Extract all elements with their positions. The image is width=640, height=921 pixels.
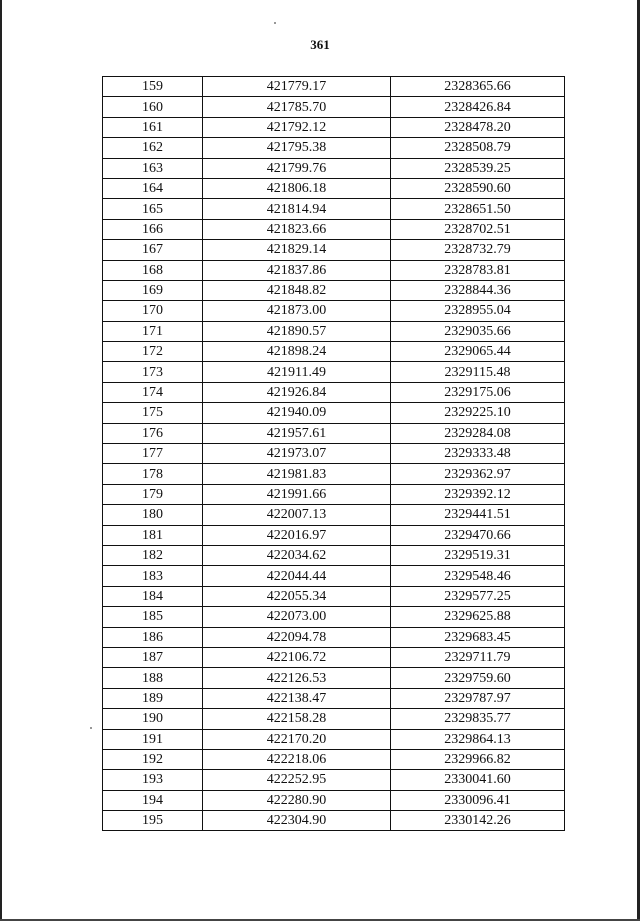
x-coordinate-cell: 421814.94 bbox=[203, 199, 391, 219]
x-coordinate-cell: 421957.61 bbox=[203, 423, 391, 443]
point-number-cell: 165 bbox=[103, 199, 203, 219]
point-number-cell: 170 bbox=[103, 301, 203, 321]
x-coordinate-cell: 421873.00 bbox=[203, 301, 391, 321]
x-coordinate-cell: 422016.97 bbox=[203, 525, 391, 545]
point-number-cell: 180 bbox=[103, 505, 203, 525]
table-row bbox=[103, 627, 565, 647]
y-coordinate-cell: 2329225.10 bbox=[391, 403, 565, 423]
point-number-cell: 169 bbox=[103, 280, 203, 300]
x-coordinate-cell: 422252.95 bbox=[203, 770, 391, 790]
x-coordinate-cell: 421785.70 bbox=[203, 97, 391, 117]
y-coordinate-cell: 2329284.08 bbox=[391, 423, 565, 443]
point-number-cell: 164 bbox=[103, 178, 203, 198]
table-row bbox=[103, 97, 565, 117]
point-number-cell: 179 bbox=[103, 484, 203, 504]
point-number-cell: 166 bbox=[103, 219, 203, 239]
x-coordinate-cell: 422106.72 bbox=[203, 647, 391, 667]
y-coordinate-cell: 2328539.25 bbox=[391, 158, 565, 178]
table-row bbox=[103, 199, 565, 219]
y-coordinate-cell: 2329519.31 bbox=[391, 545, 565, 565]
table-row bbox=[103, 505, 565, 525]
x-coordinate-cell: 421792.12 bbox=[203, 117, 391, 137]
table-row bbox=[103, 525, 565, 545]
x-coordinate-cell: 421973.07 bbox=[203, 444, 391, 464]
point-number-cell: 171 bbox=[103, 321, 203, 341]
y-coordinate-cell: 2329787.97 bbox=[391, 688, 565, 708]
table-row bbox=[103, 709, 565, 729]
y-coordinate-cell: 2329759.60 bbox=[391, 668, 565, 688]
x-coordinate-cell: 422055.34 bbox=[203, 586, 391, 606]
y-coordinate-cell: 2328365.66 bbox=[391, 77, 565, 97]
table-row bbox=[103, 178, 565, 198]
table-row bbox=[103, 423, 565, 443]
point-number-cell: 159 bbox=[103, 77, 203, 97]
x-coordinate-cell: 422304.90 bbox=[203, 811, 391, 831]
point-number-cell: 193 bbox=[103, 770, 203, 790]
table-row bbox=[103, 240, 565, 260]
point-number-cell: 184 bbox=[103, 586, 203, 606]
y-coordinate-cell: 2328426.84 bbox=[391, 97, 565, 117]
y-coordinate-cell: 2329175.06 bbox=[391, 382, 565, 402]
x-coordinate-cell: 422034.62 bbox=[203, 545, 391, 565]
table-row bbox=[103, 342, 565, 362]
point-number-cell: 187 bbox=[103, 647, 203, 667]
point-number-cell: 177 bbox=[103, 444, 203, 464]
table-row bbox=[103, 586, 565, 606]
table-row bbox=[103, 749, 565, 769]
point-number-cell: 195 bbox=[103, 811, 203, 831]
scan-speck bbox=[90, 727, 92, 729]
table-row bbox=[103, 484, 565, 504]
point-number-cell: 188 bbox=[103, 668, 203, 688]
table-row bbox=[103, 158, 565, 178]
table-row bbox=[103, 464, 565, 484]
x-coordinate-cell: 421991.66 bbox=[203, 484, 391, 504]
point-number-cell: 189 bbox=[103, 688, 203, 708]
point-number-cell: 190 bbox=[103, 709, 203, 729]
x-coordinate-cell: 422280.90 bbox=[203, 790, 391, 810]
table-row bbox=[103, 219, 565, 239]
x-coordinate-cell: 422170.20 bbox=[203, 729, 391, 749]
table-row bbox=[103, 444, 565, 464]
y-coordinate-cell: 2329333.48 bbox=[391, 444, 565, 464]
x-coordinate-cell: 421890.57 bbox=[203, 321, 391, 341]
x-coordinate-cell: 421837.86 bbox=[203, 260, 391, 280]
table-row bbox=[103, 117, 565, 137]
y-coordinate-cell: 2329548.46 bbox=[391, 566, 565, 586]
y-coordinate-cell: 2329470.66 bbox=[391, 525, 565, 545]
x-coordinate-cell: 421940.09 bbox=[203, 403, 391, 423]
point-number-cell: 160 bbox=[103, 97, 203, 117]
x-coordinate-cell: 421981.83 bbox=[203, 464, 391, 484]
y-coordinate-cell: 2329035.66 bbox=[391, 321, 565, 341]
y-coordinate-cell: 2329362.97 bbox=[391, 464, 565, 484]
point-number-cell: 174 bbox=[103, 382, 203, 402]
table-row bbox=[103, 382, 565, 402]
y-coordinate-cell: 2328702.51 bbox=[391, 219, 565, 239]
x-coordinate-cell: 422044.44 bbox=[203, 566, 391, 586]
table-row bbox=[103, 260, 565, 280]
y-coordinate-cell: 2330142.26 bbox=[391, 811, 565, 831]
table-row bbox=[103, 688, 565, 708]
y-coordinate-cell: 2330096.41 bbox=[391, 790, 565, 810]
table-row bbox=[103, 770, 565, 790]
y-coordinate-cell: 2328783.81 bbox=[391, 260, 565, 280]
x-coordinate-cell: 422218.06 bbox=[203, 749, 391, 769]
x-coordinate-cell: 422007.13 bbox=[203, 505, 391, 525]
point-number-cell: 161 bbox=[103, 117, 203, 137]
page-number: 361 bbox=[310, 37, 330, 52]
point-number-cell: 173 bbox=[103, 362, 203, 382]
y-coordinate-cell: 2329441.51 bbox=[391, 505, 565, 525]
table-row bbox=[103, 647, 565, 667]
point-number-cell: 172 bbox=[103, 342, 203, 362]
scan-speck bbox=[274, 22, 276, 24]
table-row bbox=[103, 77, 565, 97]
y-coordinate-cell: 2329115.48 bbox=[391, 362, 565, 382]
x-coordinate-cell: 421799.76 bbox=[203, 158, 391, 178]
x-coordinate-cell: 422138.47 bbox=[203, 688, 391, 708]
x-coordinate-cell: 421806.18 bbox=[203, 178, 391, 198]
table-row bbox=[103, 811, 565, 831]
point-number-cell: 186 bbox=[103, 627, 203, 647]
coordinates-table bbox=[102, 76, 565, 831]
point-number-cell: 176 bbox=[103, 423, 203, 443]
table-row bbox=[103, 321, 565, 341]
table-row bbox=[103, 729, 565, 749]
y-coordinate-cell: 2330041.60 bbox=[391, 770, 565, 790]
point-number-cell: 181 bbox=[103, 525, 203, 545]
y-coordinate-cell: 2329577.25 bbox=[391, 586, 565, 606]
table-row bbox=[103, 301, 565, 321]
point-number-cell: 167 bbox=[103, 240, 203, 260]
table-row bbox=[103, 790, 565, 810]
y-coordinate-cell: 2329711.79 bbox=[391, 647, 565, 667]
x-coordinate-cell: 422094.78 bbox=[203, 627, 391, 647]
y-coordinate-cell: 2329683.45 bbox=[391, 627, 565, 647]
y-coordinate-cell: 2328651.50 bbox=[391, 199, 565, 219]
x-coordinate-cell: 422073.00 bbox=[203, 607, 391, 627]
x-coordinate-cell: 421926.84 bbox=[203, 382, 391, 402]
y-coordinate-cell: 2328732.79 bbox=[391, 240, 565, 260]
x-coordinate-cell: 422126.53 bbox=[203, 668, 391, 688]
point-number-cell: 183 bbox=[103, 566, 203, 586]
y-coordinate-cell: 2329966.82 bbox=[391, 749, 565, 769]
table-row bbox=[103, 138, 565, 158]
x-coordinate-cell: 421848.82 bbox=[203, 280, 391, 300]
y-coordinate-cell: 2328955.04 bbox=[391, 301, 565, 321]
point-number-cell: 191 bbox=[103, 729, 203, 749]
x-coordinate-cell: 421898.24 bbox=[203, 342, 391, 362]
y-coordinate-cell: 2329392.12 bbox=[391, 484, 565, 504]
coordinates-table-body bbox=[103, 77, 565, 831]
y-coordinate-cell: 2329065.44 bbox=[391, 342, 565, 362]
y-coordinate-cell: 2329864.13 bbox=[391, 729, 565, 749]
table-row bbox=[103, 566, 565, 586]
x-coordinate-cell: 421779.17 bbox=[203, 77, 391, 97]
y-coordinate-cell: 2329625.88 bbox=[391, 607, 565, 627]
point-number-cell: 192 bbox=[103, 749, 203, 769]
point-number-cell: 185 bbox=[103, 607, 203, 627]
table-row bbox=[103, 403, 565, 423]
y-coordinate-cell: 2329835.77 bbox=[391, 709, 565, 729]
x-coordinate-cell: 421823.66 bbox=[203, 219, 391, 239]
x-coordinate-cell: 422158.28 bbox=[203, 709, 391, 729]
y-coordinate-cell: 2328508.79 bbox=[391, 138, 565, 158]
point-number-cell: 163 bbox=[103, 158, 203, 178]
point-number-cell: 168 bbox=[103, 260, 203, 280]
table-row bbox=[103, 280, 565, 300]
table-row bbox=[103, 362, 565, 382]
y-coordinate-cell: 2328478.20 bbox=[391, 117, 565, 137]
x-coordinate-cell: 421829.14 bbox=[203, 240, 391, 260]
point-number-cell: 178 bbox=[103, 464, 203, 484]
point-number-cell: 175 bbox=[103, 403, 203, 423]
point-number-cell: 182 bbox=[103, 545, 203, 565]
x-coordinate-cell: 421911.49 bbox=[203, 362, 391, 382]
table-row bbox=[103, 545, 565, 565]
point-number-cell: 194 bbox=[103, 790, 203, 810]
table-row bbox=[103, 668, 565, 688]
y-coordinate-cell: 2328844.36 bbox=[391, 280, 565, 300]
page-edge-left bbox=[0, 0, 2, 921]
table-row bbox=[103, 607, 565, 627]
y-coordinate-cell: 2328590.60 bbox=[391, 178, 565, 198]
x-coordinate-cell: 421795.38 bbox=[203, 138, 391, 158]
point-number-cell: 162 bbox=[103, 138, 203, 158]
